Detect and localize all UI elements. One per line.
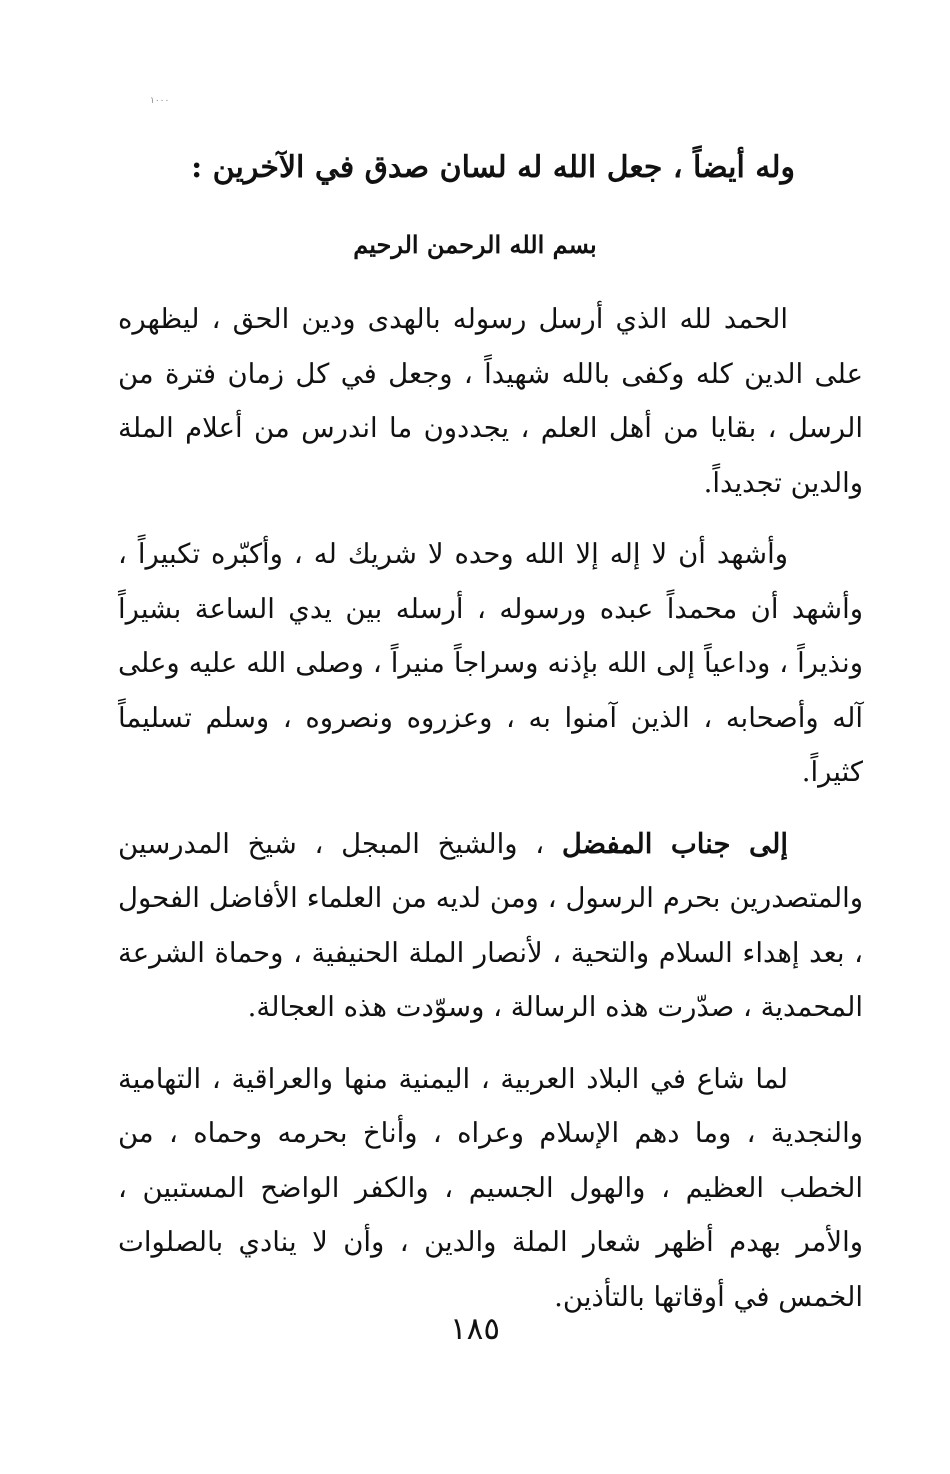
paragraph-lead: إلى جناب المفضل <box>561 827 788 860</box>
corner-mark: ١٠٠٠ <box>150 96 170 106</box>
paragraph-text: الحمد لله الذي أرسل رسوله بالهدى ودين الحق ، ليظهره على الدين كله وكفى بالله شهيداً ، وجعل في كل زمان فترة من الرسل ، بقايا من أهل العلم ، يجددون ما اندرس من أعلام الملة والدين تجديداً. <box>118 303 863 499</box>
paragraph <box>118 527 863 800</box>
paragraph-text: ، والشيخ المبجل ، شيخ المدرسين والمتصدرين بحرم الرسول ، ومن لديه من العلماء الأفاضل الفحول ، بعد إهداء السلام والتحية ، لأنصار الملة الحنيفية ، وحماة الشرعة المحمدية ، صدّرت هذه الرسالة ، وسوّدت هذه العجالة. <box>118 827 863 1023</box>
basmala-calligraphy: بسم الله الرحمن الرحيم <box>353 230 597 259</box>
paragraph <box>118 817 863 1035</box>
section-heading: وله أيضاً ، جعل الله له لسان صدق في الآخرين : <box>191 150 795 185</box>
paragraph <box>118 292 863 510</box>
paragraph-text: لما شاع في البلاد العربية ، اليمنية منها والعراقية ، التهامية والنجدية ، وما دهم الإسلام وعراه ، وأناخ بحرمه وحماه ، من الخطب العظيم ، والهول الجسيم ، والكفر الواضح المستبين ، والأمر بهدم أظهر شعار الملة والدين ، وأن لا ينادي بالصلوات الخمس في أوقاتها بالتأذين. <box>118 1062 863 1313</box>
page-number: ١٨٥ <box>450 1311 500 1347</box>
body-text <box>118 292 863 1341</box>
paragraph <box>118 1052 863 1325</box>
paragraph-text: وأشهد أن لا إله إلا الله وحده لا شريك له ، وأكبّره تكبيراً ، وأشهد أن محمداً عبده ورسوله ، أرسله بين يدي الساعة بشيراً ونذيراً ، وداعياً إلى الله بإذنه وسراجاً منيراً ، وصلى الله عليه وعلى آله وأصحابه ، الذين آمنوا به ، وعزروه ونصروه ، وسلم تسليماً كثيراً. <box>118 538 863 788</box>
